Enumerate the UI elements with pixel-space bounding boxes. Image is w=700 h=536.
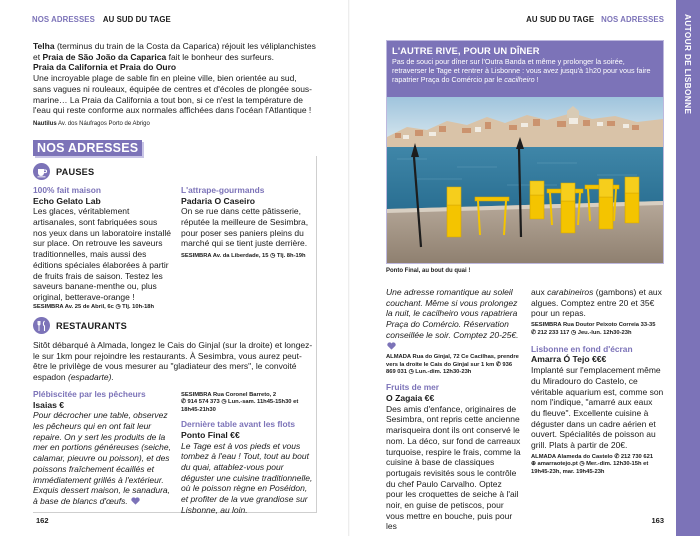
intro-paragraph-2: Une incroyable plage de sable fin en pleine ville, bien orientée au sud, sans vagues ni rouleaux, équipée de centres et d'écoles de plongée sous-marine… La Praia da California a tout bon, si ce n'est la température de l'eau qui reste conforme aux normales affichées dans l'océan l'Atlantique ! [33,73,313,116]
page-number-left: 162 [36,516,49,525]
entry-address: SESIMBRA Rua Coronel Barreto, 2 ✆ 914 574 373 ◷ Lun.-sam. 11h45-15h30 et 18h45-21h30 [181,392,299,413]
right-column-2 [531,287,664,476]
entry-text: Pour décrocher une table, observez les pêcheurs qui en ont fait leur repaire. On y sert les produits de la mer en portions généreuses (seiche, calamar, pieuvre ou poisson), et des poissons fraîchement écaillés et immédiatement grillés à l'extérieur. Exquis dessert maison, le sanadura, à base de blancs d'œufs. [33,410,171,506]
restaurant-entry-isaias [33,389,171,507]
header-chapter: AU SUD DU TAGE [102,15,171,24]
entry-category: Fruits de mer [386,382,440,393]
chapter-side-tab [676,0,700,536]
phone-icon: ✆ [181,399,186,406]
ponto-final-continued: Une adresse romantique au soleil couchant. Même si vous prolongez la nuit, le cacilheiro vous rapatriera Praça do Comércio. Réservation conseillée le soir. Comptez 20-25€. [386,287,521,351]
header-section: NOS ADRESSES [32,15,95,24]
entry-name: O Zagaia €€ [386,392,435,403]
web-icon: ⊕ [531,461,536,468]
running-header-left [32,15,171,24]
cutlery-icon [33,317,50,334]
amarra-address: ALMADA Alameda do Castelo ✆ 212 730 621 ⊕ amarraotejo.pt ◷ Mer.-dim. 12h30-15h et 19h45-23h, mar. 19h45-23h [531,453,654,475]
restaurant-entry-ponto-final [181,392,314,515]
entry-text: On se rue dans cette pâtisserie, réputée la meilleure de Sesimbra, pour poser ses paniers pleins du marché qui se tient juste derrière. [181,206,309,249]
entry-name: Amarra Ó Tejo €€€ [531,354,607,365]
header-section: NOS ADRESSES [601,15,664,24]
intro-block [33,41,316,128]
entry-name: Ponto Final €€ [181,429,240,440]
pauses-heading [33,163,94,180]
restaurants-intro: Sitôt débarqué à Almada, longez le Cais do Ginjal (sur la droite) et longez-le sur 1km pour rejoindre les restaurants. À Sesimbra, vous aurez peut-être le privilège de vous mesurer au "gladiateur des mers", le convoité espadon (espadarte). [33,340,313,383]
entry-address: SESIMBRA Av. 25 de Abril, 6c ◷ Tlj. 10h-18h [33,303,155,310]
pauses-title: PAUSES [56,166,95,177]
intro-subheading: Praia da California et Praia do Ouro [33,62,177,73]
zagaia-address: SESIMBRA Rua Doutor Peixoto Correia 33-35 ✆ 212 233 117 ◷ Jeu.-lun. 12h30-23h [531,322,656,336]
intro-address: Nautilus Av. dos Náufragos Porto de Abrigo [33,120,150,127]
pause-entry-padaria [181,185,314,261]
side-tab-label: AUTOUR DE LISBONNE [683,14,692,115]
entry-name: Padaria O Caseiro [181,195,256,206]
restaurants-heading [33,317,127,334]
feature-box [386,40,664,264]
phone-icon: ✆ [614,453,620,460]
feature-text: Pas de souci pour dîner sur l'Outra Banda et même y prolonger la soirée, retraverser le Tage et rentrer à Lisbonne : vous avez jusqu'à 1h20 pour vous faire rapatrier Praça do Comércio par le cacilheiro ! [392,57,651,85]
restaurants-title: RESTAURANTS [56,320,127,331]
zagaia-continued: aux carabineiros (gambons) et aux algues. Comptez entre 20 et 35€ pour un repas. [531,287,662,319]
photo-ponto-final-terrace [387,97,663,263]
feature-header [387,41,663,97]
entry-address: SESIMBRA Av. da Liberdade, 15 ◷ Tlj. 8h-19h [181,253,306,260]
photo-caption: Ponto Final, au bout du quai ! [386,268,471,274]
coffee-cup-icon [33,163,50,180]
clock-icon: ◷ [115,303,121,310]
heart-icon [386,342,397,350]
ponto-final-address: ALMADA Rua do Ginjal, 72 Ce Cacilhas, prendre vers la droite le Cais do Ginjal sur 1 km ✆ 936 869 031 ◷ Lun.-dim. 12h30-23h [386,354,519,376]
phone-icon: ✆ [531,329,536,336]
entry-text: Des amis d'enfance, originaires de Sesimbra, ont repris cette ancienne marisqueira dont ils ont conservé le nom. La déco, sur fond de carreaux turquoise, respire le frais, comme la cuisine à base de classiques portugais revisités sous le contrôle du chef Paulo Carvalho. Optez pour les croquettes de seiche à l'ail noir, en guise de petiscos, pour vous mettre en bouche, puis pour les [386,403,521,532]
heart-icon [130,497,141,505]
clock-icon: ◷ [270,253,276,260]
feature-title: L'AUTRE RIVE, POUR UN DÎNER [392,45,540,56]
addresses-box [33,156,317,513]
intro-paragraph-1: Telha (terminus du train de la Costa da Caparica) réjouit les véliplanchistes et Praia de São João da Caparica fait le bonheur des surfeurs. [33,41,316,62]
clock-icon: ◷ [571,329,577,336]
clock-icon: ◷ [579,461,585,468]
entry-category: Dernière table avant les flots [181,419,296,430]
entry-category: Plébiscitée par les pêcheurs [33,389,146,399]
entry-name: Isaias € [33,399,65,410]
entry-category: L'attrape-gourmands [181,185,265,195]
header-chapter: AU SUD DU TAGE [526,15,595,24]
right-column-1 [386,287,521,532]
clock-icon: ◷ [408,369,414,376]
running-header-right [526,15,664,24]
pause-entry-echo-gelato [33,185,171,311]
entry-text: Implanté sur l'emplacement même du Miradouro do Castelo, ce véritable aquarium est, comme son nom l'indique, "amarré aux eaux du fleuve". Excellente cuisine à déguster dans un cadre aérien et ouvert. Spécialités de poisson au grill. Plats à partir de 20€. [531,365,664,451]
entry-text: Les glaces, véritablement artisanales, sont fabriquées sous nos yeux dans un laboratoire installé sur place. On retrouve les saveurs traditionnelles, mais aussi des éditions spéciales élaborées à partir de fruits frais de saison. Testez les saveurs banane-menthe ou, plus original, betterave-orange ! [33,206,171,302]
entry-name: Echo Gelato Lab [33,195,101,206]
entry-category: 100% fait maison [33,185,101,195]
phone-icon: ✆ [495,361,501,368]
entry-text: Le Tage est à vos pieds et vous tombez à l'eau ! Tout, tout au bout du quai, attablez-vous pour déguster une cuisine traditionnelle, où le poisson règne en Poséidon, et profiter de la vue grandiose sur Lisbonne, au loin. [181,440,313,515]
page-number-right: 163 [651,516,664,525]
clock-icon: ◷ [221,399,227,406]
nos-adresses-banner: NOS ADRESSES [33,140,142,156]
entry-category: Lisbonne en fond d'écran [531,343,633,354]
